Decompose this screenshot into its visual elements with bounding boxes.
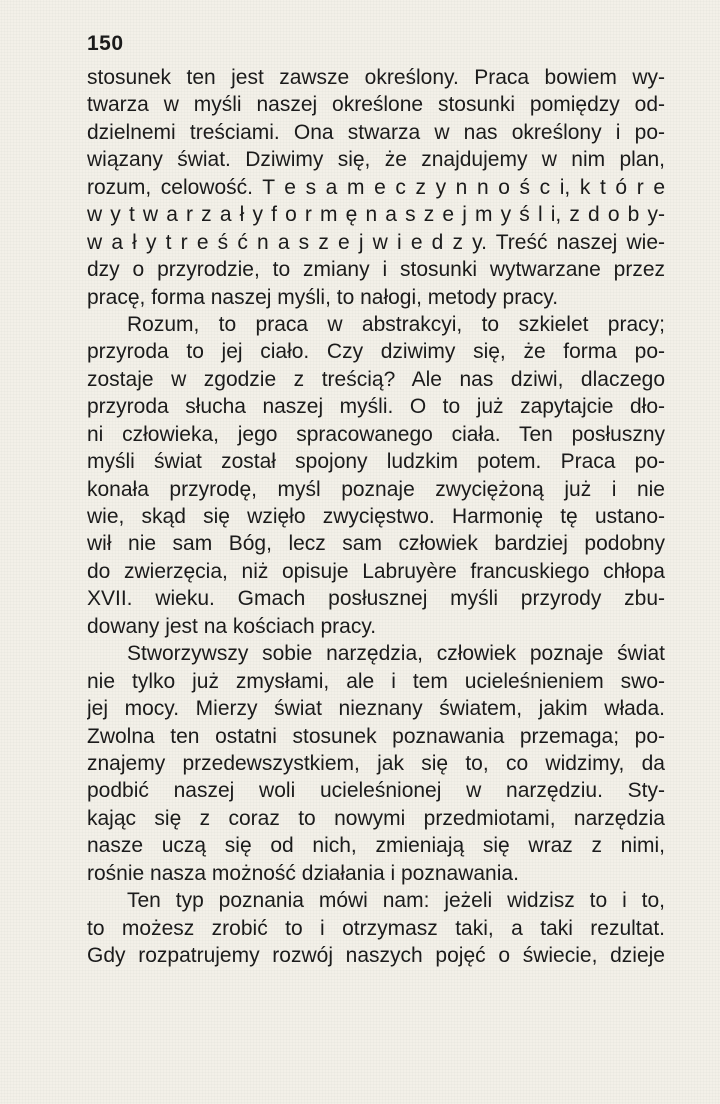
text-line: nasze uczą się od nich, zmieniają się wraz z nimi, — [87, 834, 665, 858]
text-line: dowany jest na kościach pracy. — [87, 614, 377, 638]
text-line: konała przyrodę, myśl poznaje zwyciężoną już i nie — [87, 477, 665, 501]
text-line: XVII. wieku. Gmach posłusznej myśli przyrody zbu- — [87, 587, 665, 611]
text-line: Zwolna ten ostatni stosunek poznawania przemaga; po- — [87, 724, 665, 748]
text-line: wie, skąd się wzięło zwycięstwo. Harmonię tę ustano- — [87, 505, 665, 528]
text-line: wiązany świat. Dziwimy się, że znajdujemy w nim plan, — [87, 148, 665, 172]
paragraph-first-line: Ten typ poznania mówi nam: jeżeli widzisz to i to, — [127, 889, 665, 913]
text-line: nie tylko już zmysłami, ale i tem ucieleśnieniem swo- — [87, 669, 665, 693]
text-line: kając się z coraz to nowymi przedmiotami, narzędzia — [87, 806, 665, 830]
text-line: zostaje w zgodzie z treścią? Ale nas dziwi, dlaczego — [87, 367, 665, 391]
text-line: podbić naszej woli ucieleśnionej w narzędziu. Sty- — [87, 779, 665, 803]
text-line: jej mocy. Mierzy świat nieznany światem, jakim włada. — [87, 697, 665, 721]
text-line: to możesz zrobić to i otrzymasz taki, a taki rezultat. — [87, 916, 665, 940]
paragraph-first-line: Stworzywszy sobie narzędzia, człowiek poznaje świat — [127, 642, 665, 666]
text-line: dzielnemi treściami. Ona stwarza w nas określony i po- — [87, 120, 665, 144]
text-line: Gdy rozpatrujemy rozwój naszych pojęć o świecie, dzieje — [87, 944, 665, 967]
text-line: rozum, celowość. T e s a m e c z y n n o ś c i, k t ó r e — [87, 175, 665, 199]
page-number: 150 — [87, 32, 124, 55]
paragraph-first-line: Rozum, to praca w abstrakcyi, to szkielet pracy; — [127, 312, 665, 336]
text-line: pracę, forma naszej myśli, to nałogi, metody pracy. — [87, 285, 559, 309]
text-line: wił nie sam Bóg, lecz sam człowiek bardziej podobny — [87, 532, 665, 556]
text-line: znajemy przedewszystkiem, jak się to, co widzimy, da — [87, 751, 665, 775]
body-text — [87, 64, 665, 969]
text-line: w y t w a r z a ł y f o r m ę n a s z e j m y ś l i, z d o b y- — [87, 203, 665, 227]
text-line: ni człowieka, jego spracowanego ciała. Ten posłuszny — [87, 422, 665, 446]
text-line: rośnie nasza możność działania i poznawania. — [87, 861, 519, 885]
text-line: myśli świat został spojony ludzkim potem. Praca po- — [87, 450, 665, 474]
text-line: przyroda to jej ciało. Czy dziwimy się, że forma po- — [87, 340, 665, 364]
text-line: twarza w myśli naszej określone stosunki pomiędzy od- — [87, 93, 665, 117]
text-line: dzy o przyrodzie, to zmiany i stosunki wytwarzane przez — [87, 258, 665, 282]
text-line: stosunek ten jest zawsze określony. Praca bowiem wy- — [87, 66, 665, 89]
text-line: przyroda słucha naszej myśli. O to już zapytajcie dło- — [87, 395, 665, 419]
text-line: w a ł y t r e ś ć n a s z e j w i e d z y. Treść naszej wie- — [87, 230, 665, 254]
text-line: do zwierzęcia, niż opisuje Labruyère francuskiego chłopa — [87, 559, 665, 583]
